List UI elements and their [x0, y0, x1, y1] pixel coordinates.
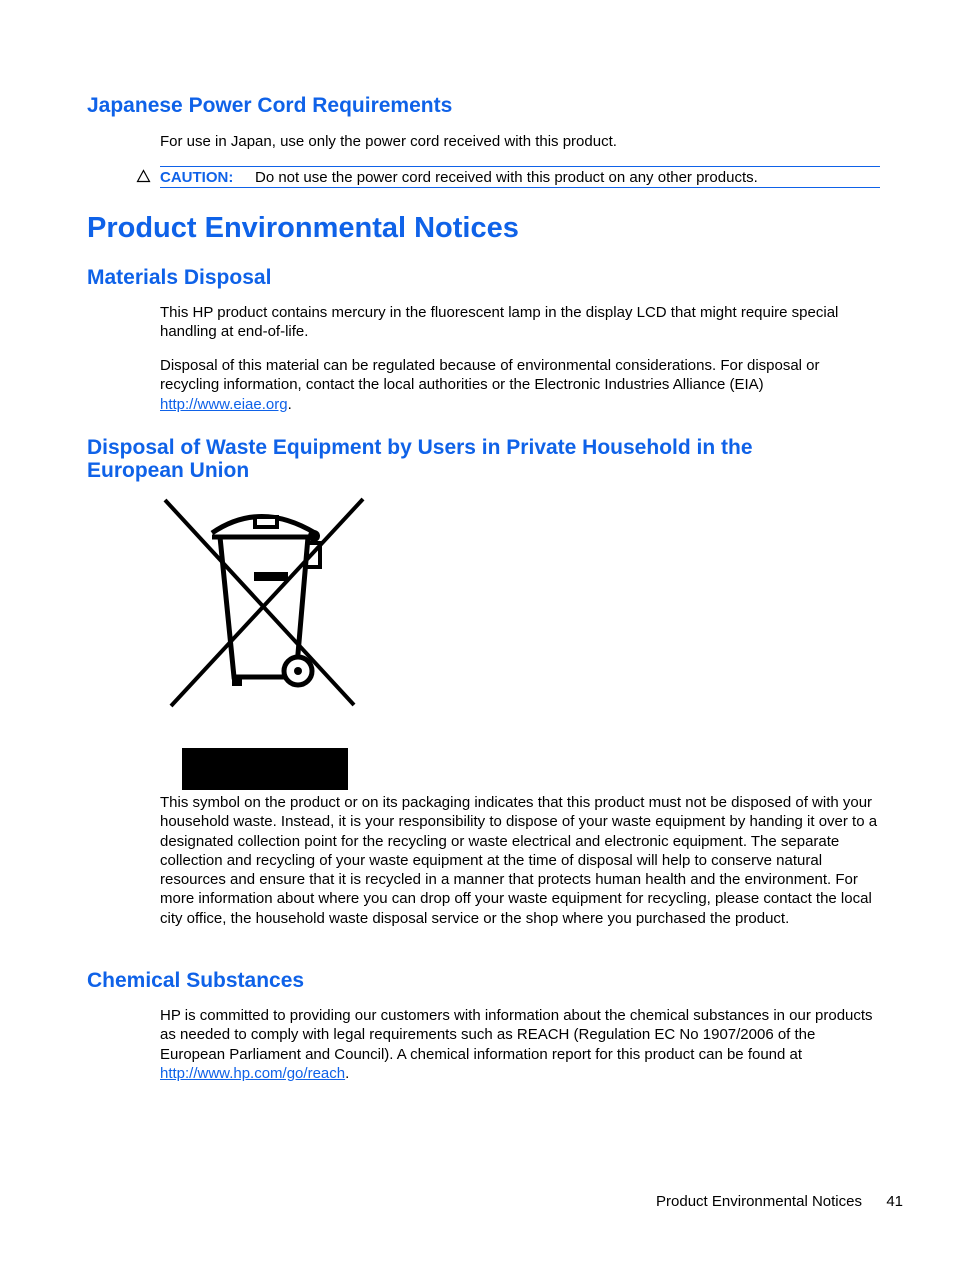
chemical-heading: Chemical Substances	[87, 969, 305, 992]
caution-text: Do not use the power cord received with this product on any other products.	[255, 169, 758, 186]
weee-heading-line-2: European Union	[87, 459, 250, 482]
japan-body: For use in Japan, use only the power cord received with this product.	[160, 133, 617, 150]
chemical-para-text: HP is committed to providing our customers with information about the chemical substances in our products as needed to comply with legal requirements such as REACH (Regulation EC No 1907/2006 of the European Parliament and Council). A chemical information report for this product can be found at	[160, 1007, 873, 1063]
eiae-link[interactable]: http://www.eiae.org	[160, 395, 288, 413]
materials-para-2	[160, 356, 875, 414]
weee-heading-line-1: Disposal of Waste Equipment by Users in Private Household in the	[87, 436, 753, 459]
page-number: 41	[886, 1193, 903, 1210]
chemical-para	[160, 1006, 875, 1083]
materials-para-1: This HP product contains mercury in the fluorescent lamp in the display LCD that might require special handling at end-of-life.	[160, 304, 839, 341]
materials-heading: Materials Disposal	[87, 266, 272, 289]
reach-link[interactable]: http://www.hp.com/go/reach	[160, 1064, 346, 1082]
materials-para-2-text: Disposal of this material can be regulated because of environmental considerations. For disposal or recycling information, contact the local authorities or the Electronic Industries Alliance (EIA)	[160, 357, 820, 394]
japan-heading: Japanese Power Cord Requirements	[87, 94, 453, 117]
caution-box	[160, 166, 880, 188]
caution-label: CAUTION:	[160, 169, 234, 186]
reach-link-suffix: .	[345, 1064, 350, 1082]
page-footer	[600, 1192, 903, 1211]
page-title: Product Environmental Notices	[87, 212, 519, 244]
footer-section-name: Product Environmental Notices	[656, 1193, 862, 1210]
weee-heading	[87, 436, 887, 482]
crossed-out-wheeled-bin-icon	[160, 495, 370, 795]
eiae-link-suffix: .	[287, 395, 292, 413]
caution-triangle-icon	[136, 169, 151, 183]
weee-para: This symbol on the product or on its packaging indicates that this product must not be disposed of with your household waste. Instead, it is your responsibility to dispose of your waste equipment by handing it over to a designated collection point for the recycling or waste electrical and electronic equipment. The separate collection and recycling of your waste equipment at the time of disposal will help to conserve natural resources and ensure that it is recycled in a manner that protects human health and the environment. For more information about where you can drop off your waste equipment for recycling, please contact the local city office, the household waste disposal service or the shop where you purchased the product.	[160, 794, 878, 927]
